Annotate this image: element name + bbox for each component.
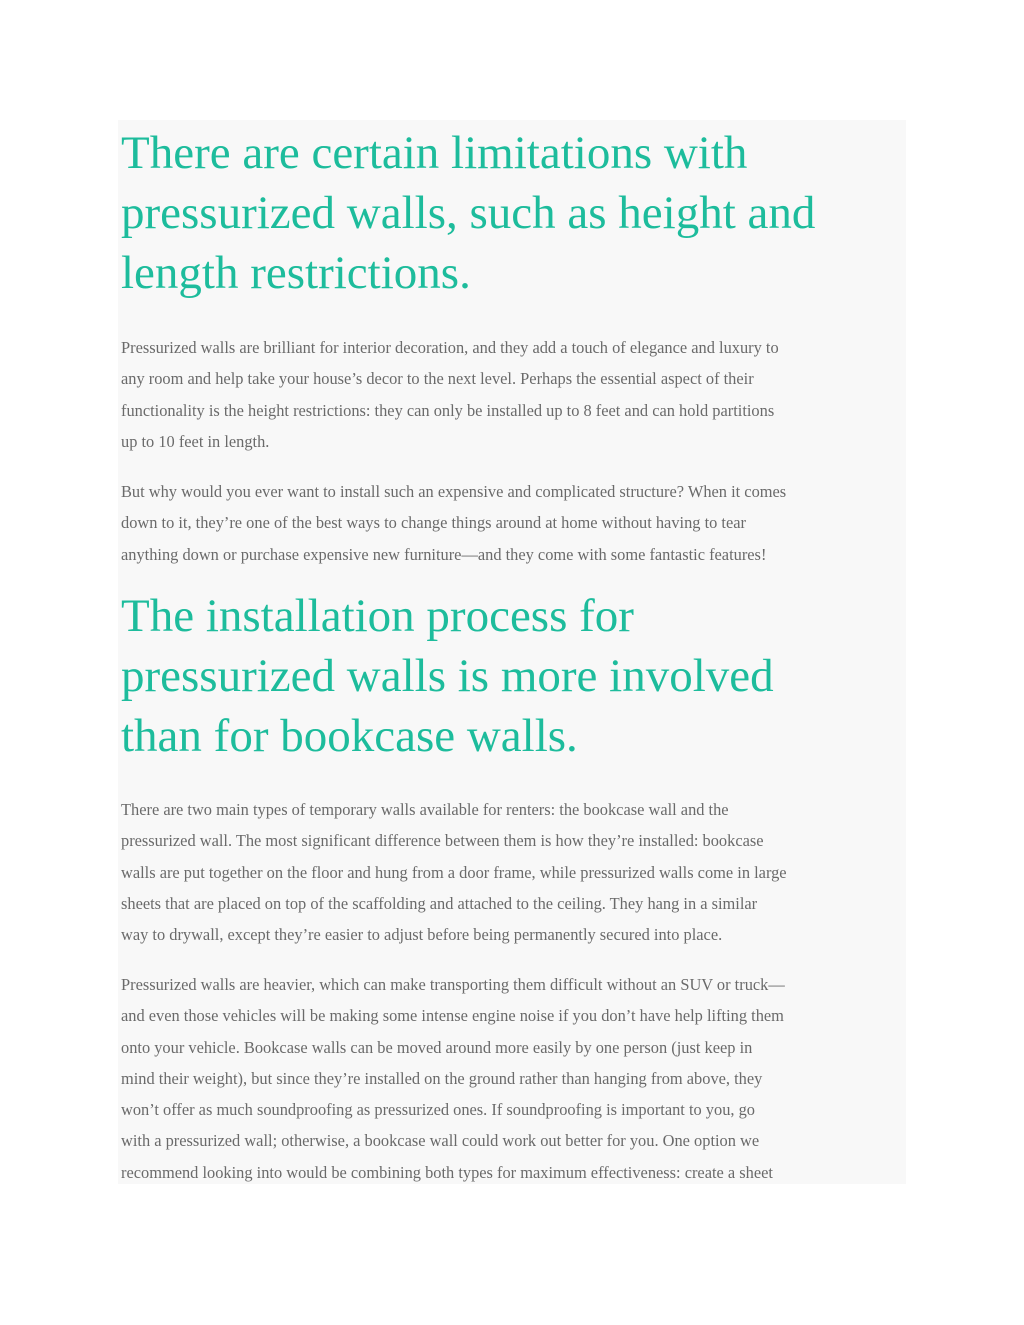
heading-line: There are certain limitations with	[121, 127, 748, 179]
text-line: sheets that are placed on top of the scaffolding and attached to the ceiling. They hang in a similar	[121, 893, 758, 913]
heading-line: pressurized walls is more involved	[121, 650, 774, 702]
section-2-paragraph-2	[121, 969, 906, 1184]
text-line: recommend looking into would be combining both types for maximum effectiveness: create a sheet	[121, 1162, 773, 1182]
section-1-paragraph-2	[121, 476, 906, 570]
heading-line: than for bookcase walls.	[121, 710, 578, 762]
section-1-heading	[121, 123, 906, 303]
section-1-paragraph-1	[121, 332, 906, 457]
heading-line: pressurized walls, such as height and	[121, 187, 816, 239]
text-line: mind their weight), but since they’re installed on the ground rather than hanging from above, they	[121, 1068, 763, 1088]
text-line: with a pressurized wall; otherwise, a bookcase wall could work out better for you. One option we	[121, 1131, 760, 1151]
text-line: any room and help take your house’s decor to the next level. Perhaps the essential aspect of their	[121, 369, 754, 389]
text-line: won’t offer as much soundproofing as pressurized ones. If soundproofing is important to you, go	[121, 1100, 755, 1120]
text-line: anything down or purchase expensive new furniture—and they come with some fantastic features!	[121, 544, 767, 564]
article-panel	[118, 120, 906, 1184]
heading-line: The installation process for	[121, 590, 634, 642]
text-line: Pressurized walls are brilliant for interior decoration, and they add a touch of elegance and luxury to	[121, 338, 779, 357]
text-line: up to 10 feet in length.	[121, 431, 270, 451]
text-line: functionality is the height restrictions: they can only be installed up to 8 feet and can hold partitions	[121, 400, 775, 420]
text-line: and even those vehicles will be making some intense engine noise if you don’t have help lifting them	[121, 1006, 784, 1026]
section-2-heading	[121, 586, 906, 766]
heading-line: length restrictions.	[121, 247, 471, 299]
text-line: down to it, they’re one of the best ways to change things around at home without having to tear	[121, 513, 746, 533]
text-line: walls are put together on the floor and hung from a door frame, while pressurized walls come in large	[121, 862, 787, 882]
text-line: There are two main types of temporary walls available for renters: the bookcase wall and the	[121, 800, 729, 819]
text-line: way to drywall, except they’re easier to adjust before being permanently secured into place.	[121, 925, 723, 945]
section-2-paragraph-1	[121, 794, 906, 950]
text-line: Pressurized walls are heavier, which can make transporting them difficult without an SUV or truck—	[121, 975, 785, 994]
text-line: onto your vehicle. Bookcase walls can be moved around more easily by one person (just keep in	[121, 1037, 753, 1057]
text-line: But why would you ever want to install such an expensive and complicated structure? When it comes	[121, 482, 787, 501]
text-line: pressurized wall. The most significant difference between them is how they’re installed: bookcase	[121, 831, 764, 851]
